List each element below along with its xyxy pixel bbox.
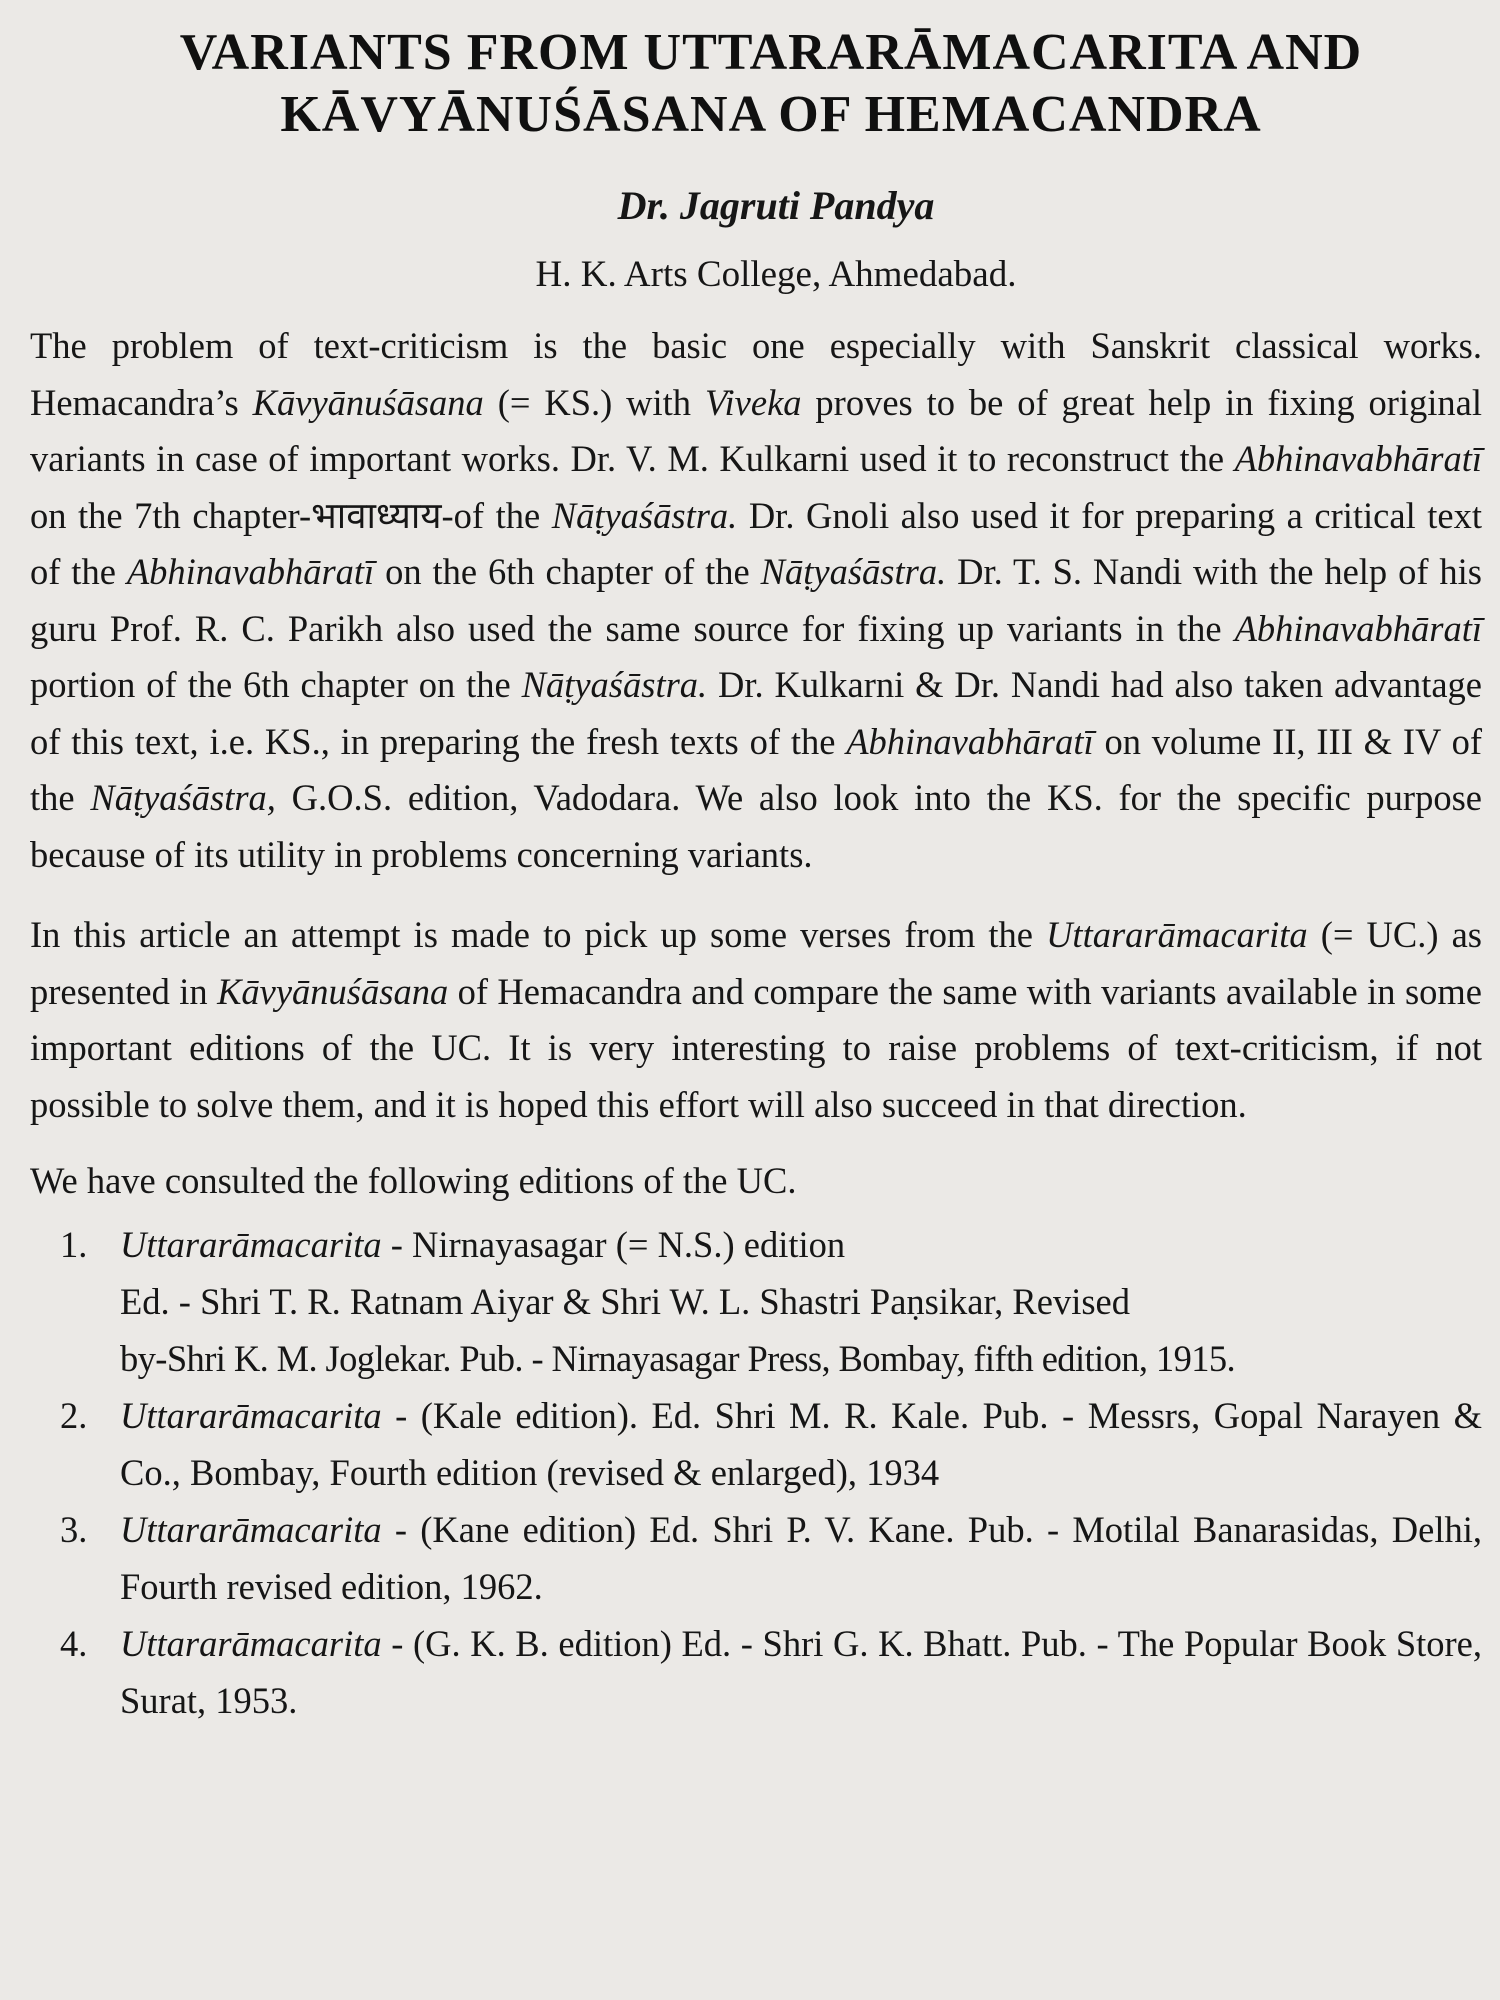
edition-item — [30, 1216, 1482, 1387]
edition-text: - Nirnayasagar (= N.S.) edition — [381, 1223, 846, 1265]
intro-paragraph — [30, 318, 1482, 883]
edition-title: Uttararāmacarita — [120, 1508, 382, 1550]
author-affiliation: H. K. Arts College, Ahmedabad. — [535, 254, 1017, 295]
edition-text: - (Kane edition) Ed. Shri P. V. Kane. Pub. - Motilal Banarasidas, Delhi, Fourth revised edition, 1962. — [120, 1508, 1482, 1607]
title-abhinavabharati: Abhinavabhāratī — [846, 720, 1094, 762]
editions-list — [30, 1216, 1482, 1729]
title-viveka: Viveka — [704, 381, 802, 423]
title-abhinavabharati: Abhinavabhāratī — [126, 551, 375, 592]
edition-number: 2. — [60, 1394, 88, 1436]
edition-item — [30, 1387, 1482, 1501]
title-natyasastra: Nāṭyaśāstra. — [521, 664, 708, 705]
text-segment: on volume II, III & IV of the — [30, 720, 1482, 818]
edition-number: 3. — [60, 1508, 88, 1550]
edition-title: Uttararāmacarita — [120, 1622, 382, 1664]
title-line-2: KĀVYĀNUŚĀSANA OF HEMACANDRA — [280, 86, 1262, 143]
editions-intro: We have consulted the following editions of the UC. — [30, 1160, 797, 1201]
edition-number: 4. — [60, 1622, 88, 1664]
article-title — [90, 22, 1452, 146]
text-segment: In this article an attempt is made to pick up some verses from the — [30, 914, 1047, 955]
title-natyasastra: Nāṭyaśāstra, — [90, 777, 276, 818]
text-segment: Dr. Gnoli also used it for preparing a critical text of the — [30, 494, 1482, 592]
title-line-1: VARIANTS FROM UTTARARĀMACARITA AND — [179, 24, 1363, 81]
edition-number: 1. — [60, 1223, 88, 1265]
text-segment: portion of the 6th chapter on the — [30, 664, 522, 705]
aim-paragraph — [30, 907, 1482, 1133]
title-abhinavabharati: Abhinavabhāratī — [1234, 438, 1482, 479]
title-natyasastra: Nāṭyaśāstra. — [760, 551, 947, 592]
edition-text: - (G. K. B. edition) Ed. - Shri G. K. Bhatt. Pub. - The Popular Book Store, Surat, 1953. — [120, 1622, 1482, 1721]
text-segment: on the 7th chapter-भावाध्याय-of the — [30, 494, 552, 536]
text-segment: proves to be of great help in fixing original variants in case of important works. Dr. V. M. Kulkarni used it to reconstruct the — [30, 381, 1483, 479]
edition-title: Uttararāmacarita — [120, 1223, 382, 1265]
title-kavyanusasana: Kāvyānuśāsana — [252, 381, 484, 423]
text-segment: on the 6th chapter of the — [374, 551, 761, 592]
edition-line: by-Shri K. M. Joglekar. Pub. - Nirnayasagar Press, Bombay, fifth edition, 1915. — [120, 1337, 1236, 1379]
text-segment: (= KS.) with — [483, 381, 705, 423]
edition-item — [30, 1501, 1482, 1615]
edition-item — [30, 1615, 1482, 1729]
text-segment: G.O.S. edition, Vadodara. We also look into the KS. for the specific purpose because of its utility in problems concerning variants. — [30, 777, 1482, 875]
text-segment: The problem of text-criticism is the basic one especially with Sanskrit classical works. Hemacandra’s — [30, 325, 1482, 423]
text-segment: Dr. T. S. Nandi with the help of his guru Prof. R. C. Parikh also used the same source for fixing up variants in the — [30, 551, 1482, 649]
title-kavyanusasana: Kāvyānuśāsana — [217, 970, 449, 1012]
title-abhinavabharati: Abhinavabhāratī — [1234, 607, 1482, 649]
title-uttararamacarita: Uttararāmacarita — [1046, 914, 1308, 955]
text-segment: of Hemacandra and compare the same with variants available in some important editions of the UC. It is very interesting to raise problems of text-criticism, if not possible to solve them, and it is hoped this effort will also succeed in that direction. — [30, 970, 1483, 1125]
title-natyasastra: Nāṭyaśāstra. — [551, 494, 738, 536]
edition-line — [120, 1216, 1482, 1273]
author-name: Dr. Jagruti Pandya — [617, 183, 935, 228]
edition-line: Ed. - Shri T. R. Ratnam Aiyar & Shri W. L. Shastri Paṇsikar, Revised — [120, 1280, 1131, 1322]
text-segment: Dr. Kulkarni & Dr. Nandi had also taken advantage of this text, i.e. KS., in preparing the fresh texts of the — [30, 664, 1482, 762]
edition-title: Uttararāmacarita — [120, 1394, 382, 1436]
edition-text: - (Kale edition). Ed. Shri M. R. Kale. Pub. - Messrs, Gopal Narayen & Co., Bombay, Fourth edition (revised & enlarged), 1934 — [120, 1394, 1482, 1493]
text-segment: (= UC.) as presented in — [30, 914, 1482, 1012]
